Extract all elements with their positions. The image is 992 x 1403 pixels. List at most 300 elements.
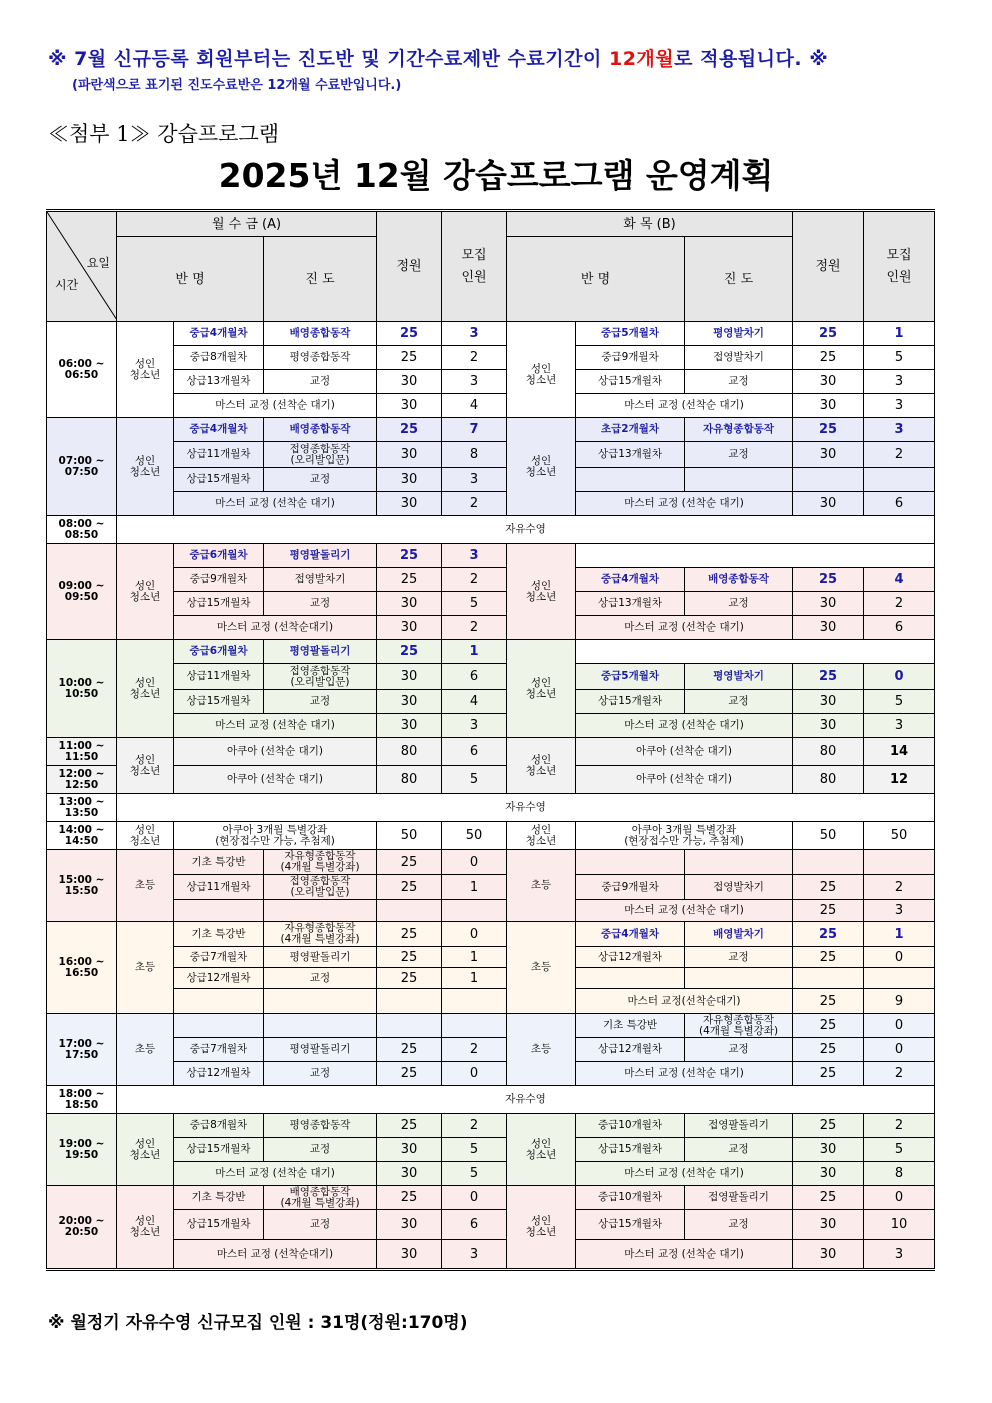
recruit: 0 [864,1186,935,1210]
class-name: 중급5개월차 [576,322,685,346]
class-name: 상급12개월차 [576,1038,685,1062]
capacity: 30 [793,1138,864,1162]
empty-cell [576,850,685,875]
class-name: 상급15개월차 [174,1210,264,1240]
progress: 접영팔돌리기 [685,1186,793,1210]
recruit: 2 [442,492,507,516]
capacity: 30 [377,714,442,738]
class-name: 상급11개월차 [174,442,264,468]
recruit-header-a: 모집 인원 [442,211,507,322]
capacity: 25 [793,989,864,1014]
progress: 교정 [264,690,377,714]
capacity: 30 [377,592,442,616]
capacity: 25 [377,1114,442,1138]
progress: 접영종합동작 (오리발입문) [264,442,377,468]
class-name: 상급15개월차 [174,1138,264,1162]
progress: 자유형종합동작 [685,418,793,442]
audience-cell: 성인 청소년 [117,322,174,418]
audience-cell: 성인 청소년 [117,1186,174,1270]
recruit: 8 [864,1162,935,1186]
capacity: 25 [793,1062,864,1086]
class-name: 상급15개월차 [576,1210,685,1240]
class-name: 중급6개월차 [174,640,264,664]
class-name: 아쿠아 (선착순 대기) [174,766,377,794]
class-name: 마스터 교정 (선착순 대기) [576,1240,793,1270]
capacity: 30 [793,1162,864,1186]
recruit: 2 [864,442,935,468]
time-slot: 17:00 ~ 17:50 [47,1014,117,1086]
time-slot: 15:00 ~ 15:50 [47,850,117,922]
capacity: 30 [793,1240,864,1270]
capacity: 25 [377,1062,442,1086]
time-slot: 19:00 ~ 19:50 [47,1114,117,1186]
progress: 접영발차기 [685,875,793,900]
class-name: 상급12개월차 [174,968,264,989]
audience-cell: 성인 청소년 [507,640,576,738]
class-name: 중급4개월차 [174,322,264,346]
audience-cell: 성인 청소년 [117,418,174,516]
progress: 교정 [685,947,793,968]
recruit: 6 [442,664,507,690]
header-day: 요일 [86,256,110,270]
recruit: 2 [442,1114,507,1138]
class-name: 중급9개월차 [576,875,685,900]
class-name: 아쿠아 3개월 특별강좌 (현장접수만 가능, 추첨제) [174,822,377,850]
capacity: 50 [377,822,442,850]
empty-cell [864,968,935,989]
progress: 교정 [264,370,377,394]
progress: 교정 [264,592,377,616]
audience-cell: 초등 [507,1014,576,1086]
class-name: 마스터 교정 (선착순 대기) [576,1062,793,1086]
capacity: 25 [377,1186,442,1210]
capacity: 80 [377,766,442,794]
audience-cell: 성인 청소년 [117,822,174,850]
progress: 평영종합동작 [264,346,377,370]
capacity: 30 [377,616,442,640]
subnotice: (파란색으로 표기된 진도수료반은 12개월 수료반입니다.) [72,78,402,93]
class-name: 아쿠아 (선착순 대기) [174,738,377,766]
capacity: 30 [377,442,442,468]
capacity: 25 [377,875,442,900]
empty-cell [793,468,864,492]
recruit: 5 [442,1162,507,1186]
recruit: 2 [864,1114,935,1138]
class-name: 마스터 교정 (선착순대기) [174,1240,377,1270]
time-slot: 09:00 ~ 09:50 [47,544,117,640]
empty-cell [377,989,442,1014]
progress: 교정 [264,1210,377,1240]
progress: 배영종합동작 (4개월 특별강좌) [264,1186,377,1210]
class-name: 중급7개월차 [174,947,264,968]
capacity: 25 [793,875,864,900]
capacity: 25 [793,900,864,922]
empty-cell [442,989,507,1014]
audience-cell: 성인 청소년 [117,1114,174,1186]
capacity: 25 [793,346,864,370]
progress: 배영발차기 [685,922,793,947]
recruit: 2 [442,346,507,370]
progress: 접영종합동작 (오리발입문) [264,664,377,690]
progress: 접영발차기 [685,346,793,370]
recruit: 6 [864,616,935,640]
recruit: 0 [442,1062,507,1086]
progress: 배영종합동작 [264,418,377,442]
class-name: 기초 특강반 [174,850,264,875]
class-name: 상급13개월차 [576,592,685,616]
capacity: 25 [377,968,442,989]
progress: 교정 [685,690,793,714]
empty-cell [864,468,935,492]
empty-cell [264,989,377,1014]
recruit: 50 [442,822,507,850]
class-name: 중급10개월차 [576,1114,685,1138]
recruit: 6 [864,492,935,516]
recruit: 5 [442,1138,507,1162]
capacity: 30 [377,468,442,492]
capacity: 25 [793,947,864,968]
recruit: 1 [864,922,935,947]
capacity: 25 [377,322,442,346]
audience-cell: 초등 [507,922,576,1014]
recruit: 10 [864,1210,935,1240]
time-slot: 06:00 ~ 06:50 [47,322,117,418]
capacity: 30 [377,1210,442,1240]
audience-cell: 성인 청소년 [507,1186,576,1270]
free-swim: 자유수영 [117,794,935,822]
time-slot: 08:00 ~ 08:50 [47,516,117,544]
capacity: 30 [793,492,864,516]
capacity: 30 [793,592,864,616]
progress: 교정 [685,1138,793,1162]
progress: 자유형종합동작 (4개월 특별강좌) [264,850,377,875]
recruit: 6 [442,738,507,766]
recruit: 1 [442,640,507,664]
class-name: 초급2개월차 [576,418,685,442]
time-slot: 20:00 ~ 20:50 [47,1186,117,1270]
class-name: 기초 특강반 [174,922,264,947]
progress: 교정 [264,1138,377,1162]
empty-cell [174,989,264,1014]
class-name: 아쿠아 (선착순 대기) [576,738,793,766]
recruit: 2 [864,875,935,900]
empty-cell [264,1014,377,1038]
audience-cell: 성인 청소년 [507,822,576,850]
capacity: 25 [377,947,442,968]
class-name: 중급7개월차 [174,1038,264,1062]
recruit: 0 [864,1014,935,1038]
capacity: 25 [793,568,864,592]
progress: 접영종합동작 (오리발입문) [264,875,377,900]
progress-header-a: 진 도 [264,237,377,322]
empty-cell [174,900,264,922]
capacity: 30 [793,1210,864,1240]
audience-cell: 성인 청소년 [117,738,174,794]
class-name: 중급4개월차 [576,568,685,592]
group-b-header: 화 목 (B) [507,211,793,237]
progress: 교정 [685,370,793,394]
class-name: 상급15개월차 [174,468,264,492]
schedule-table [46,209,935,1271]
capacity: 30 [793,442,864,468]
recruit: 3 [864,714,935,738]
progress: 접영발차기 [264,568,377,592]
recruit: 14 [864,738,935,766]
class-name: 상급11개월차 [174,664,264,690]
recruit: 5 [442,766,507,794]
class-name: 마스터 교정 (선착순 대기) [174,394,377,418]
empty-cell [793,968,864,989]
class-name: 마스터 교정 (선착순대기) [174,616,377,640]
capacity: 25 [793,922,864,947]
progress: 평영팔돌리기 [264,947,377,968]
empty-cell [576,968,685,989]
progress: 평영팔돌리기 [264,544,377,568]
recruit: 0 [442,1186,507,1210]
recruit: 4 [864,568,935,592]
class-name-header-a: 반 명 [117,237,264,322]
progress: 평영팔돌리기 [264,640,377,664]
recruit: 2 [442,568,507,592]
progress: 접영팔돌리기 [685,1114,793,1138]
capacity: 30 [793,394,864,418]
time-slot: 18:00 ~ 18:50 [47,1086,117,1114]
capacity: 30 [793,714,864,738]
class-name: 중급8개월차 [174,346,264,370]
progress-header-b: 진 도 [685,237,793,322]
empty-cell [377,1014,442,1038]
class-name: 마스터 교정(선착순대기) [576,989,793,1014]
recruit: 0 [442,850,507,875]
audience-cell: 초등 [117,850,174,922]
class-name: 마스터 교정 (선착순 대기) [174,492,377,516]
recruit: 3 [864,370,935,394]
class-name-header-b: 반 명 [507,237,685,322]
recruit: 3 [864,1240,935,1270]
recruit: 50 [864,822,935,850]
empty-cell [793,850,864,875]
recruit: 6 [442,1210,507,1240]
progress: 평영종합동작 [264,1114,377,1138]
empty-cell [576,640,935,664]
time-slot: 12:00 ~ 12:50 [47,766,117,794]
class-name: 마스터 교정 (선착순 대기) [576,394,793,418]
capacity: 30 [377,370,442,394]
capacity: 25 [793,1186,864,1210]
capacity: 25 [377,568,442,592]
capacity: 30 [377,1240,442,1270]
capacity: 30 [377,1162,442,1186]
audience-cell: 초등 [117,922,174,1014]
class-name: 중급5개월차 [576,664,685,690]
header-corner [47,211,117,322]
empty-cell [576,468,685,492]
progress: 평영발차기 [685,322,793,346]
recruit: 5 [864,1138,935,1162]
progress: 교정 [685,1210,793,1240]
recruit: 3 [442,370,507,394]
recruit: 1 [442,875,507,900]
capacity: 25 [793,1114,864,1138]
recruit: 3 [864,900,935,922]
time-slot: 10:00 ~ 10:50 [47,640,117,738]
recruit: 3 [442,1240,507,1270]
class-name: 마스터 교정 (선착순 대기) [576,492,793,516]
recruit: 3 [442,544,507,568]
empty-cell [576,544,935,568]
recruit: 4 [442,690,507,714]
class-name: 아쿠아 3개월 특별강좌 (현장접수만 가능, 추첨제) [576,822,793,850]
progress: 교정 [264,968,377,989]
recruit: 3 [442,468,507,492]
empty-cell [442,1014,507,1038]
capacity: 30 [793,690,864,714]
empty-cell [685,468,793,492]
recruit: 2 [864,1062,935,1086]
capacity-header-b: 정원 [793,211,864,322]
empty-cell [685,850,793,875]
audience-cell: 성인 청소년 [507,738,576,794]
recruit: 2 [442,616,507,640]
capacity: 30 [377,1138,442,1162]
class-name: 상급11개월차 [174,875,264,900]
capacity: 25 [377,418,442,442]
capacity: 30 [793,370,864,394]
capacity: 30 [377,690,442,714]
capacity: 25 [793,664,864,690]
class-name: 상급13개월차 [174,370,264,394]
class-name: 상급12개월차 [576,947,685,968]
audience-cell: 초등 [117,1014,174,1086]
class-name: 아쿠아 (선착순 대기) [576,766,793,794]
class-name: 상급13개월차 [576,442,685,468]
class-name: 상급15개월차 [576,1138,685,1162]
class-name: 상급15개월차 [174,592,264,616]
class-name: 상급15개월차 [576,690,685,714]
recruit: 1 [442,968,507,989]
recruit: 5 [442,592,507,616]
notice-highlight: 12개월 [608,48,675,70]
progress: 자유형종합동작 (4개월 특별강좌) [264,922,377,947]
recruit: 1 [442,947,507,968]
capacity: 80 [377,738,442,766]
capacity: 30 [377,664,442,690]
recruit: 2 [864,592,935,616]
class-name: 중급9개월차 [174,568,264,592]
capacity: 80 [793,738,864,766]
progress: 교정 [264,1062,377,1086]
time-slot: 16:00 ~ 16:50 [47,922,117,1014]
progress: 교정 [264,468,377,492]
recruit: 4 [442,394,507,418]
class-name: 마스터 교정 (선착순 대기) [174,714,377,738]
recruit: 0 [864,1038,935,1062]
capacity: 25 [793,322,864,346]
class-name: 중급9개월차 [576,346,685,370]
time-slot: 14:00 ~ 14:50 [47,822,117,850]
capacity: 25 [793,1014,864,1038]
audience-cell: 성인 청소년 [507,1114,576,1186]
recruit: 0 [442,922,507,947]
progress: 교정 [685,592,793,616]
capacity: 30 [377,492,442,516]
empty-cell [442,900,507,922]
audience-cell: 성인 청소년 [117,544,174,640]
recruit: 3 [442,714,507,738]
class-name: 상급15개월차 [576,370,685,394]
empty-cell [864,850,935,875]
capacity: 25 [377,850,442,875]
class-name: 기초 특강반 [174,1186,264,1210]
notice: ※ 7월 신규등록 회원부터는 진도반 및 기간수료제반 수료기간이 12개월로 적용됩니다. ※ [48,48,829,70]
recruit: 5 [864,346,935,370]
attachment-label: ≪첨부 1≫ 강습프로그램 [48,122,279,146]
recruit: 3 [864,394,935,418]
class-name: 마스터 교정 (선착순 대기) [576,616,793,640]
class-name: 중급6개월차 [174,544,264,568]
progress: 배영종합동작 [264,322,377,346]
audience-cell: 성인 청소년 [507,544,576,640]
class-name: 중급8개월차 [174,1114,264,1138]
class-name: 상급12개월차 [174,1062,264,1086]
footer-note: ※ 월정기 자유수영 신규모집 인원 : 31명(정원:170명) [48,1313,468,1333]
capacity-header-a: 정원 [377,211,442,322]
progress: 교정 [685,1038,793,1062]
capacity: 25 [793,1038,864,1062]
audience-cell: 성인 청소년 [507,322,576,418]
audience-cell: 성인 청소년 [507,418,576,516]
class-name: 중급10개월차 [576,1186,685,1210]
capacity: 25 [377,640,442,664]
class-name: 마스터 교정 (선착순 대기) [576,714,793,738]
empty-cell [174,1014,264,1038]
capacity: 25 [377,544,442,568]
audience-cell: 초등 [507,850,576,922]
free-swim: 자유수영 [117,1086,935,1114]
progress: 배영종합동작 [685,568,793,592]
audience-cell: 성인 청소년 [117,640,174,738]
capacity: 25 [793,418,864,442]
class-name: 기초 특강반 [576,1014,685,1038]
group-a-header: 월 수 금 (A) [117,211,377,237]
recruit: 0 [864,664,935,690]
recruit: 12 [864,766,935,794]
capacity: 25 [377,346,442,370]
progress: 자유형종합동작 (4개월 특별강좌) [685,1014,793,1038]
free-swim: 자유수영 [117,516,935,544]
class-name: 마스터 교정 (선착순 대기) [576,900,793,922]
recruit: 5 [864,690,935,714]
capacity: 30 [793,616,864,640]
capacity: 30 [377,394,442,418]
recruit: 0 [864,947,935,968]
empty-cell [685,968,793,989]
time-slot: 11:00 ~ 11:50 [47,738,117,766]
progress: 평영발차기 [685,664,793,690]
capacity: 25 [377,1038,442,1062]
recruit: 7 [442,418,507,442]
class-name: 마스터 교정 (선착순 대기) [576,1162,793,1186]
empty-cell [377,900,442,922]
class-name: 마스터 교정 (선착순 대기) [174,1162,377,1186]
recruit: 2 [442,1038,507,1062]
recruit: 8 [442,442,507,468]
recruit-header-b: 모집 인원 [864,211,935,322]
class-name: 중급4개월차 [576,922,685,947]
recruit: 3 [864,418,935,442]
class-name: 중급4개월차 [174,418,264,442]
progress: 평영팔돌리기 [264,1038,377,1062]
